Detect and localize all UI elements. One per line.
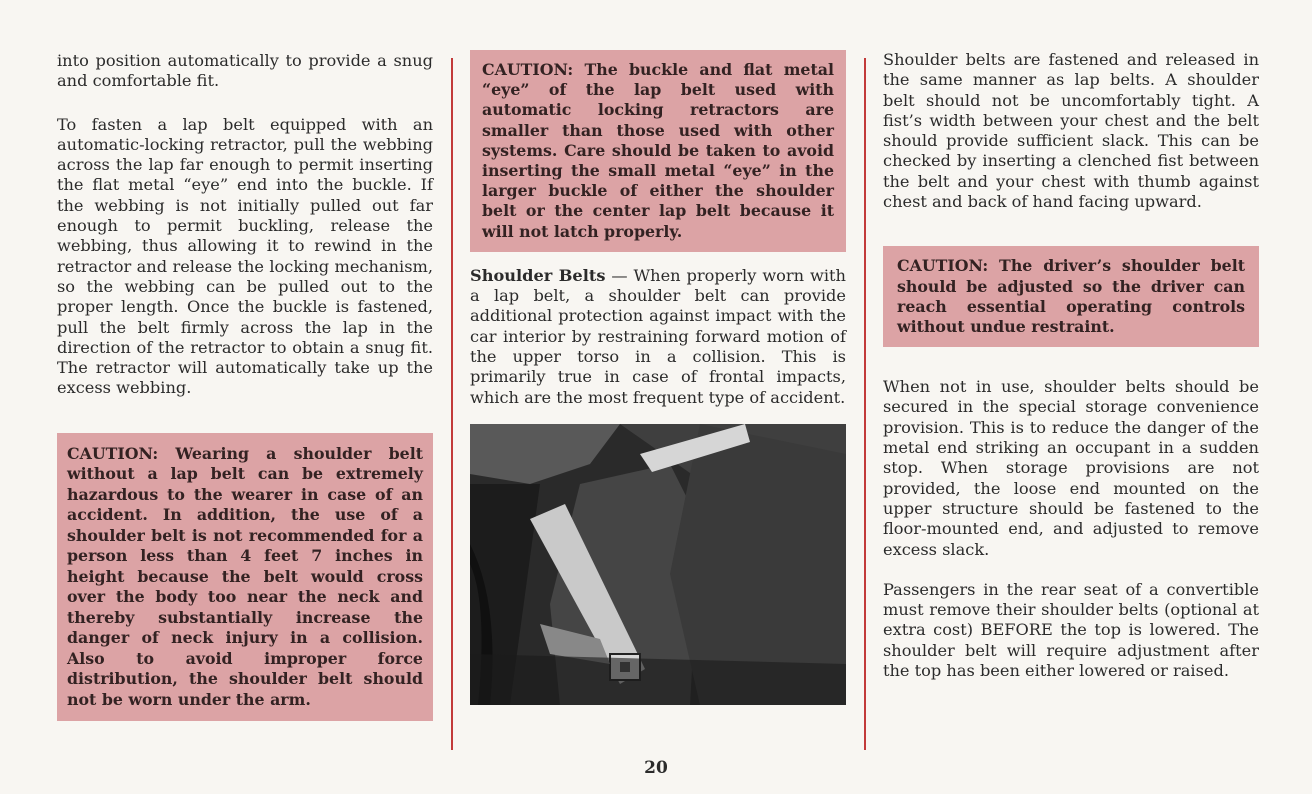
shoulder-belts-heading: Shoulder Belts	[470, 265, 606, 285]
shoulder-belts-body: When properly worn with a lap belt, a shoulder belt can provide additional protection against impact with the car interior by restraining forward motion of the upper torso in a collision. This is primarily true in case of frontal impacts, which are the most frequent type of accident.	[470, 265, 846, 407]
paragraph-convertible: Passengers in the rear seat of a convertible must remove their shoulder belts (optional at extra cost) BEFORE the top is lowered. The shoulder belt will require adjustment after the top has been either lowered or raised.	[883, 579, 1259, 681]
page-number: 20	[644, 758, 668, 778]
paragraph-shoulder-fastening: Shoulder belts are fastened and released in the same manner as lap belts. A shoulder belt should not be uncomfortably tight. A fist’s width between your chest and the belt should provide sufficient slack. This can be checked by inserting a clenched fist between the belt and your chest with thumb against chest and back of hand facing upward.	[883, 50, 1259, 212]
paragraph-lap-belt-fastening: To fasten a lap belt equipped with an automatic-locking retractor, pull the webbing across the lap far enough to permit inserting the flat metal “eye” end into the buckle. If the webbing is not initially pulled out far enough to permit buckling, release the webbing, thus allowing it to rewind in the retractor and release the locking mechanism, so the webbing can be pulled out to the proper length. Once the buckle is fastened, pull the belt firmly across the lap in the direction of the retractor to obtain a snug fit. The retractor will automatically take up the excess webbing.	[57, 114, 433, 398]
column-divider-right	[864, 58, 866, 750]
column-right	[883, 50, 1259, 681]
caution-box-buckle-eye: CAUTION: The buckle and flat metal “eye” of the lap belt used with automatic locking retractors are smaller than those used with other systems. Care should be taken to avoid inserting the small metal “eye” in the larger buckle of either the shoulder belt or the center lap belt because it will not latch properly.	[470, 50, 846, 252]
photo-frame	[470, 424, 846, 705]
column-divider-left	[451, 58, 453, 750]
seat-belt-photo	[470, 424, 846, 705]
paragraph-storage: When not in use, shoulder belts should be secured in the special storage convenience provision. This is to reduce the danger of the metal end striking an occupant in a sudden stop. When storage provisions are not provided, the loose end mounted on the upper structure should be fastened to the floor-mounted end, and adjusted to remove excess slack.	[883, 377, 1259, 559]
heading-dash: —	[605, 265, 634, 285]
paragraph-fit-continuation: into position automatically to provide a snug and comfortable fit.	[57, 51, 433, 91]
caution-box-driver-shoulder-belt: CAUTION: The driver’s shoulder belt should be adjusted so the driver can reach essential operating controls without undue restraint.	[883, 246, 1259, 347]
column-middle	[470, 50, 846, 705]
caution-box-shoulder-belt-alone: CAUTION: Wearing a shoulder belt without a lap belt can be extremely hazardous to the wearer in case of an accident. In addition, the use of a shoulder belt is not recommended for a person less than 4 feet 7 inches in height because the belt would cross over the body too near the neck and thereby substantially increase the danger of neck injury in a collision. Also to avoid improper force distribution, the shoulder belt should not be worn under the arm.	[57, 433, 433, 722]
column-left	[57, 50, 433, 721]
paragraph-shoulder-belts	[470, 266, 846, 408]
